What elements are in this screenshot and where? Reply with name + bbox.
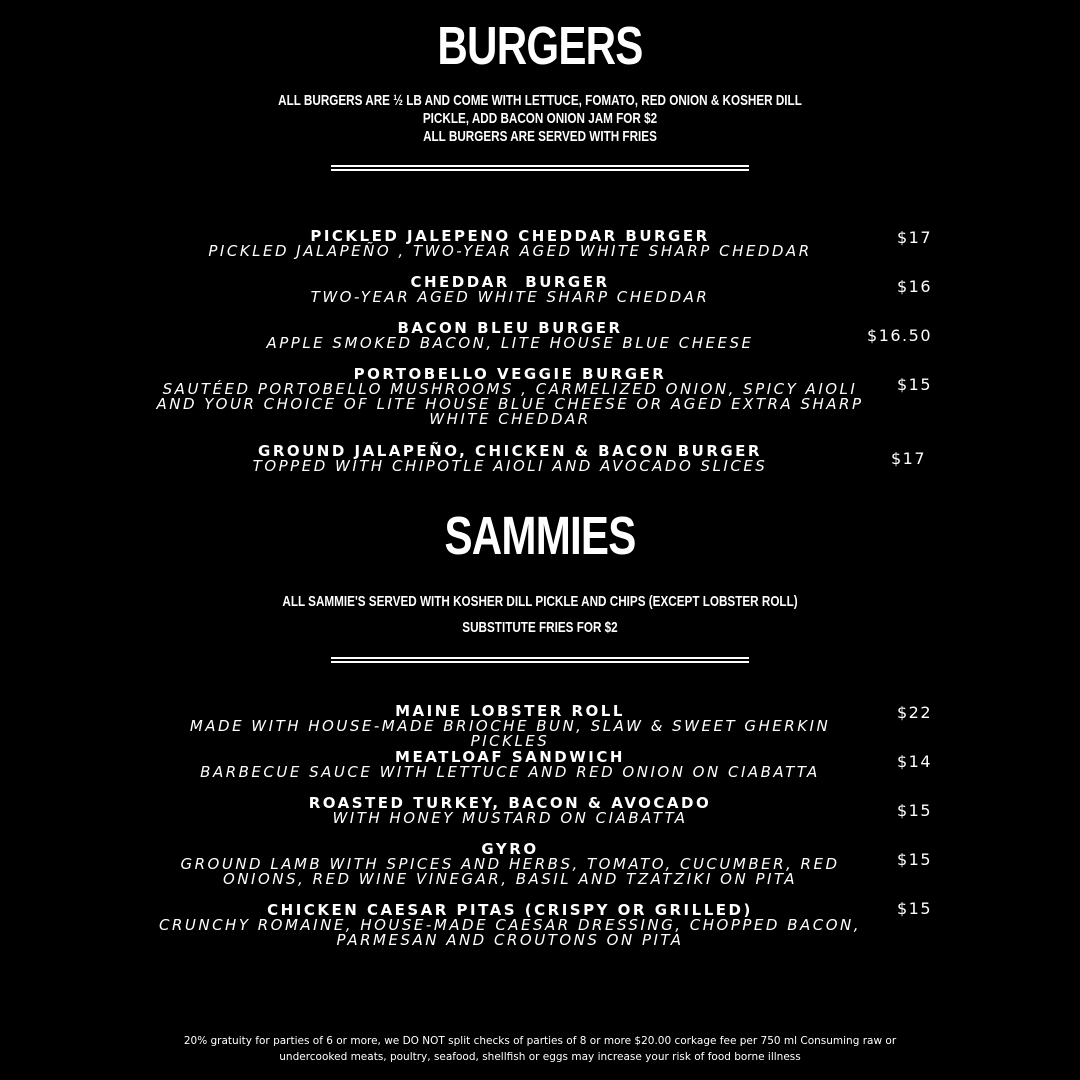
menu-item [150,275,870,305]
item-name: GYRO [481,840,539,858]
item-name: BACON BLEU BURGER [397,319,623,337]
item-price: $17 [890,449,926,468]
item-price: $22 [896,703,932,722]
item-name: MEATLOAF SANDWICH [395,748,625,766]
item-description: GROUND LAMB WITH SPICES AND HERBS, TOMATO, CUCUMBER, RED [180,855,840,873]
burgers-note-line: PICKLE, ADD BACON ONION JAM FOR $2 [422,110,658,127]
sammies-note-line: SUBSTITUTE FRIES FOR $2 [462,619,618,636]
sammies-title: SAMMIES [444,506,636,566]
item-name: CHICKEN CAESAR PITAS (CRISPY OR GRILLED) [267,901,753,919]
item-description: PICKLED JALAPEÑO , TWO-YEAR AGED WHITE SHARP CHEDDAR [208,242,812,260]
item-price: $14 [896,752,932,771]
burgers-note-line: ALL BURGERS ARE SERVED WITH FRIES [423,128,657,145]
item-description: WHITE CHEDDAR [429,410,591,428]
item-description: BARBECUE SAUCE WITH LETTUCE AND RED ONION ON CIABATTA [200,763,820,781]
item-description: TWO-YEAR AGED WHITE SHARP CHEDDAR [310,288,710,306]
menu-item [150,903,870,948]
item-name: GROUND JALAPEÑO, CHICKEN & BACON BURGER [258,442,762,460]
item-price: $15 [896,801,932,820]
item-description: TOPPED WITH CHIPOTLE AIOLI AND AVOCADO SLICES [252,457,768,475]
item-name: PORTOBELLO VEGGIE BURGER [353,365,667,383]
footer-line: 20% gratuity for parties of 6 or more, we DO NOT split checks of parties of 8 or more $20.00 corkage fee per 750 ml Consuming raw or [183,1035,897,1047]
footer-disclaimer [120,1033,960,1065]
divider-rule [331,657,749,659]
item-price: $15 [896,850,932,869]
item-description: ONIONS, RED WINE VINEGAR, BASIL AND TZATZIKI ON PITA [223,870,797,888]
item-price: $17 [896,228,932,247]
item-price: $16.50 [867,326,932,345]
item-description: WITH HONEY MUSTARD ON CIABATTA [332,809,688,827]
sammies-note [119,589,961,641]
menu-item [150,842,870,887]
item-name: CHEDDAR BURGER [410,273,610,291]
menu-item [150,321,870,351]
divider-rule [331,661,749,663]
menu-item [150,750,870,780]
menu-item [150,444,870,474]
item-name: MAINE LOBSTER ROLL [395,702,625,720]
item-description: PARMESAN AND CROUTONS ON PITA [336,931,684,949]
footer-line: undercooked meats, poultry, seafood, shellfish or eggs may increase your risk of food borne illness [279,1051,801,1063]
item-price: $15 [896,375,932,394]
burgers-note-line: ALL BURGERS ARE ½ LB AND COME WITH LETTUCE, FOMATO, RED ONION & KOSHER DILL [278,92,802,109]
burgers-note [119,92,961,146]
menu-item [150,704,870,749]
item-name: PICKLED JALEPENO CHEDDAR BURGER [310,227,710,245]
menu-item [150,796,870,826]
item-description: AND YOUR CHOICE OF LITE HOUSE BLUE CHEESE OR AGED EXTRA SHARP [156,395,864,413]
divider-rule [331,165,749,167]
item-price: $15 [896,899,932,918]
item-description: SAUTÉED PORTOBELLO MUSHROOMS , CARMELIZED ONION, SPICY AIOLI [162,380,858,398]
divider-rule [331,169,749,171]
item-description: CRUNCHY ROMAINE, HOUSE-MADE CAESAR DRESSING, CHOPPED BACON, [158,916,862,934]
menu-item [150,367,870,427]
item-price: $16 [896,277,932,296]
menu-item [150,229,870,259]
sammies-note-line: ALL SAMMIE'S SERVED WITH KOSHER DILL PICKLE AND CHIPS (EXCEPT LOBSTER ROLL) [282,593,798,610]
item-description: APPLE SMOKED BACON, LITE HOUSE BLUE CHEESE [266,334,754,352]
item-description: MADE WITH HOUSE-MADE BRIOCHE BUN, SLAW & SWEET GHERKIN PICKLES [189,717,831,750]
item-name: ROASTED TURKEY, BACON & AVOCADO [308,794,712,812]
burgers-title: BURGERS [437,16,643,76]
